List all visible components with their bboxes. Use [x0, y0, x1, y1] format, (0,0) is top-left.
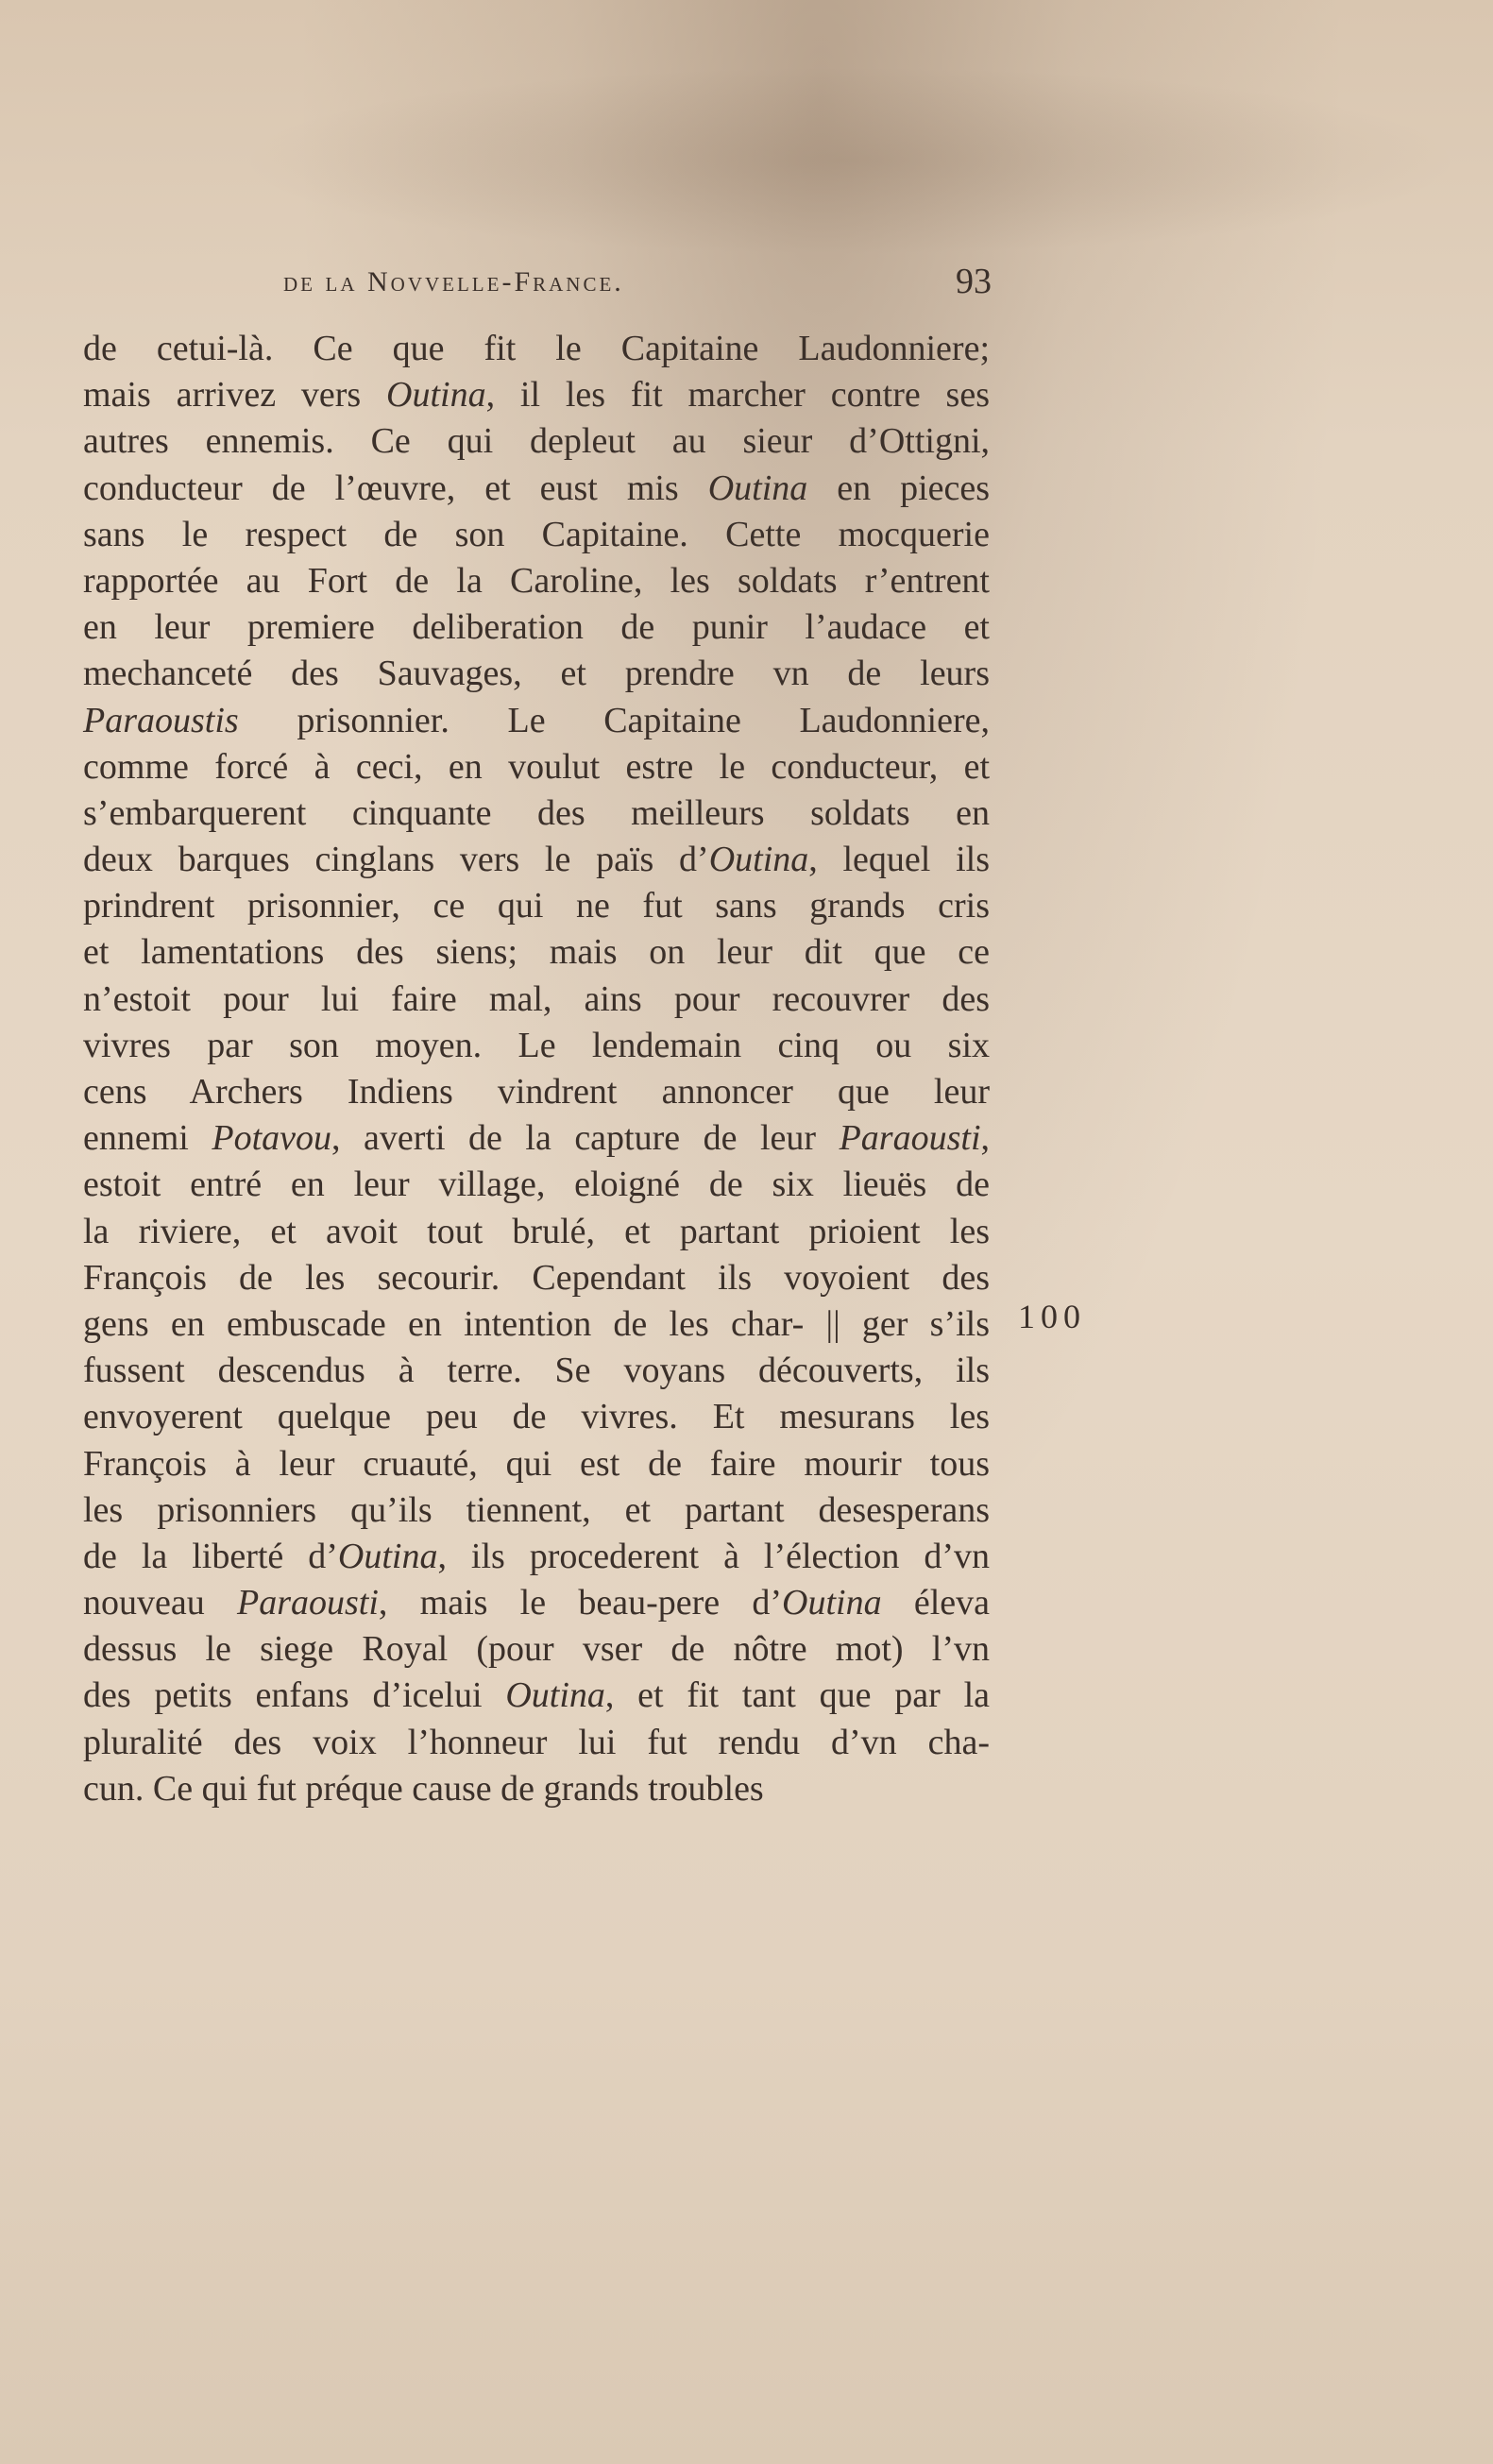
text-line [83, 558, 990, 604]
italic-name: Outina [707, 467, 808, 508]
text-line [83, 466, 990, 512]
text-line [83, 1023, 990, 1069]
text-line [83, 1115, 990, 1162]
text-line [83, 744, 990, 790]
text-line [83, 1487, 990, 1534]
text-segment: conducteur de l’œuvre, et eust mis [83, 467, 708, 508]
margin-line-number: 100 [1018, 1298, 1086, 1335]
text-segment: éleva [881, 1583, 991, 1623]
text-line [83, 698, 990, 744]
text-segment: n’estoit pour lui faire mal, ains pour recouvrer des [83, 978, 990, 1019]
text-segment: , lequel ils [808, 840, 990, 880]
page-number: 93 [956, 262, 992, 301]
text-line [83, 837, 990, 883]
text-segment: autres ennemis. Ce qui depleut au sieur d’Ottigni, [83, 421, 990, 462]
text-line [83, 604, 990, 651]
text-line [83, 1580, 990, 1626]
text-line [83, 1673, 990, 1719]
text-segment: fussent descendus à terre. Se voyans découverts, ils [83, 1351, 990, 1391]
text-line [83, 1534, 990, 1580]
text-segment: mais arrivez vers [83, 375, 387, 416]
text-segment: sans le respect de son Capitaine. Cette mocquerie [83, 514, 990, 554]
text-segment: en pieces [807, 467, 991, 508]
text-line [83, 1626, 990, 1673]
text-line [83, 977, 990, 1023]
text-segment: , ils procederent à l’élection d’vn [437, 1536, 990, 1576]
text-line [83, 1069, 990, 1115]
text-segment: s’embarquerent cinquante des meilleurs soldats en [83, 792, 990, 833]
text-line [83, 512, 990, 558]
text-line [83, 1162, 990, 1208]
text-segment: prisonnier. Le Capitaine Laudonniere, [238, 700, 990, 740]
text-segment: dessus le siege Royal (pour vser de nôtre mot) l’vn [83, 1629, 990, 1670]
text-segment: les prisonniers qu’ils tiennent, et partant desesperans [83, 1489, 990, 1530]
foxing-stain [236, 66, 1464, 255]
text-segment: de la liberté d’ [83, 1536, 338, 1576]
text-segment: prindrent prisonnier, ce qui ne fut sans grands cris [83, 886, 990, 926]
text-line [83, 1441, 990, 1487]
text-segment: François de les secourir. Cependant ils voyoient des [83, 1257, 990, 1298]
text-line [83, 1255, 990, 1301]
text-line [83, 1209, 990, 1255]
text-segment: , et fit tant que par la [604, 1675, 990, 1716]
text-segment: , [980, 1118, 990, 1159]
italic-name: Outina [337, 1536, 438, 1576]
text-line [83, 372, 990, 418]
text-line [83, 883, 990, 929]
italic-name: Outina [708, 840, 809, 880]
text-segment: la riviere, et avoit tout brulé, et partant prioient les [83, 1211, 990, 1251]
text-line [83, 1394, 990, 1440]
text-line [83, 326, 990, 372]
running-head-title: de la Novvelle-France. [283, 266, 624, 297]
text-line [83, 1301, 990, 1348]
italic-name: Paraousti [839, 1118, 981, 1159]
text-line [83, 418, 990, 465]
italic-name: Paraoustis [83, 700, 239, 740]
text-segment: deux barques cinglans vers le païs d’ [83, 840, 709, 880]
italic-name: Paraousti [237, 1583, 379, 1623]
text-segment: cens Archers Indiens vindrent annoncer que leur [83, 1072, 990, 1112]
text-segment: de cetui-là. Ce que fit le Capitaine Laudonniere; [83, 329, 990, 368]
italic-name: Outina [782, 1583, 882, 1623]
text-line [83, 929, 990, 976]
text-segment: gens en embuscade en intention de les char- || ger s’ils [83, 1303, 990, 1344]
text-segment: François à leur cruauté, qui est de faire mourir tous [83, 1443, 990, 1484]
text-line [83, 1348, 990, 1394]
text-segment: cun. Ce qui fut préque cause de grands troubles [83, 1768, 764, 1809]
italic-name: Potavou [212, 1118, 331, 1159]
text-segment: en leur premiere deliberation de punir l’audace et [83, 607, 990, 648]
text-segment: des petits enfans d’icelui [83, 1675, 506, 1716]
text-line [83, 790, 990, 837]
text-segment: vivres par son moyen. Le lendemain cinq ou six [83, 1025, 990, 1065]
text-segment: , il les fit marcher contre ses [485, 375, 991, 416]
text-segment: pluralité des voix l’honneur lui fut rendu d’vn cha- [83, 1722, 990, 1762]
italic-name: Outina [386, 375, 486, 416]
text-segment: comme forcé à ceci, en voulut estre le conducteur, et [83, 746, 990, 787]
text-segment: nouveau [83, 1583, 237, 1623]
text-line [83, 651, 990, 697]
text-segment: rapportée au Fort de la Caroline, les soldats r’entrent [83, 560, 990, 601]
body-text [83, 326, 990, 1812]
running-head [283, 261, 992, 308]
text-segment: ennemi [83, 1118, 212, 1159]
text-segment: envoyerent quelque peu de vivres. Et mesurans les [83, 1397, 990, 1437]
text-line [83, 1766, 990, 1812]
text-line [83, 1720, 990, 1766]
text-segment: , mais le beau-pere d’ [378, 1583, 783, 1623]
italic-name: Outina [505, 1675, 605, 1716]
text-segment: et lamentations des siens; mais on leur dit que ce [83, 932, 990, 973]
text-segment: estoit entré en leur village, eloigné de six lieuës de [83, 1164, 990, 1205]
text-segment: mechanceté des Sauvages, et prendre vn de leurs [83, 654, 990, 694]
text-segment: , averti de la capture de leur [331, 1118, 840, 1159]
